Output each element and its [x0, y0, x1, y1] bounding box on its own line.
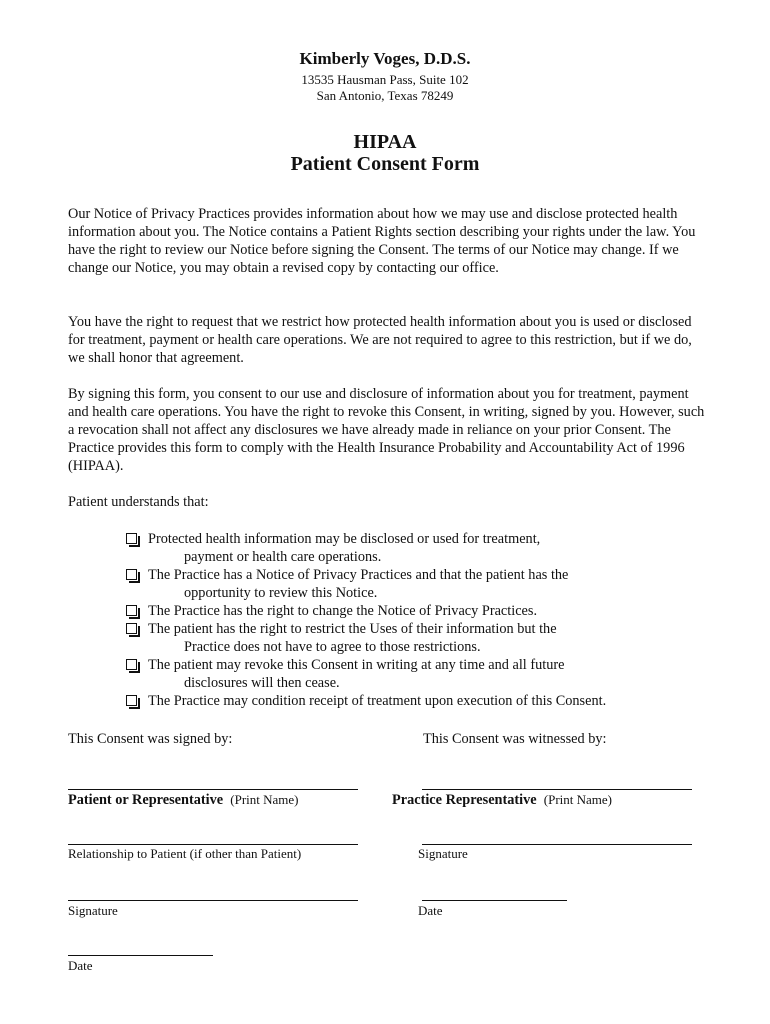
checkbox-icon: [126, 659, 137, 670]
checkbox-icon: [126, 569, 137, 580]
form-title: Patient Consent Form: [290, 153, 480, 175]
practice-rep-note: (Print Name): [543, 792, 613, 807]
list-item-continuation: opportunity to review this Notice.: [184, 585, 378, 601]
list-item-continuation: Practice does not have to agree to those restrictions.: [184, 639, 481, 655]
list-item-text: The Practice may condition receipt of treatment upon execution of this Consent.: [148, 693, 607, 709]
witness-signature-label: Signature: [418, 846, 468, 861]
patient-signature-label: Signature: [68, 903, 118, 918]
list-item-text: Protected health information may be disclosed or used for treatment,: [148, 531, 541, 547]
list-item-continuation: payment or health care operations.: [184, 549, 382, 565]
witness-date-label: Date: [418, 903, 443, 918]
list-item: [124, 530, 724, 566]
checkbox-icon: [126, 623, 137, 634]
checkbox-icon: [126, 695, 137, 706]
practice-rep-bold: Practice Representative: [392, 792, 537, 808]
signed-by-label: This Consent was signed by:: [68, 731, 233, 747]
practice-name: Kimberly Voges, D.D.S.: [299, 49, 471, 68]
address-line-2: San Antonio, Texas 78249: [316, 88, 454, 103]
address-line-1: 13535 Hausman Pass, Suite 102: [301, 72, 469, 87]
witnessed-by-label: This Consent was witnessed by:: [423, 731, 607, 747]
list-item-text: The Practice has a Notice of Privacy Practices and that the patient has the: [148, 567, 569, 583]
checkbox-icon: [126, 605, 137, 616]
list-item: [124, 602, 724, 620]
practice-rep-name-line[interactable]: [422, 789, 692, 790]
privacy-notice-paragraph: Our Notice of Privacy Practices provides information about how we may use and disclose protected health information about you. The Notice contains a Patient Rights section describing your rights under the law. You have the right to review our Notice before signing the Consent. The terms of our Notice may change. If we change our Notice, you may obtain a revised copy by contacting our office.: [68, 206, 696, 276]
list-item: [124, 620, 724, 656]
list-item: [124, 692, 724, 710]
form-title-hipaa: HIPAA: [353, 131, 417, 153]
patient-date-label: Date: [68, 958, 93, 973]
list-item: [124, 656, 724, 692]
patient-understands-heading: Patient understands that:: [68, 494, 209, 510]
list-item-text: The patient may revoke this Consent in writing at any time and all future: [148, 657, 565, 673]
consent-paragraph: By signing this form, you consent to our use and disclosure of information about you for treatment, payment and health care operations. You have the right to revoke this Consent, in writing, signed by you. However, such a revocation shall not affect any disclosures we have already made in reliance on your prior Consent. The Practice provides this form to comply with the Health Insurance Probability and Accountability Act of 1996 (HIPAA).: [68, 386, 705, 474]
checkbox-icon: [126, 533, 137, 544]
witness-signature-line[interactable]: [422, 844, 692, 845]
patient-name-line[interactable]: [68, 789, 358, 790]
list-item-text: The Practice has the right to change the Notice of Privacy Practices.: [148, 603, 538, 619]
patient-rep-note: (Print Name): [230, 792, 299, 807]
list-item-text: The patient has the right to restrict the Uses of their information but the: [148, 621, 557, 637]
patient-rep-label: [68, 792, 299, 809]
list-item: [124, 566, 724, 602]
relationship-line[interactable]: [68, 844, 358, 845]
relationship-label: Relationship to Patient (if other than Patient): [68, 846, 302, 861]
list-item-continuation: disclosures will then cease.: [184, 675, 340, 691]
practice-rep-label: [392, 792, 612, 809]
understanding-list: [124, 530, 724, 710]
patient-date-line[interactable]: [68, 955, 213, 956]
patient-rep-bold: Patient or Representative: [68, 792, 224, 808]
witness-date-line[interactable]: [422, 900, 567, 901]
patient-signature-line[interactable]: [68, 900, 358, 901]
restriction-paragraph: You have the right to request that we restrict how protected health information about you is used or disclosed for treatment, payment or health care operations. We are not required to agree to this restriction, but if we do, we shall honor that agreement.: [68, 314, 692, 366]
